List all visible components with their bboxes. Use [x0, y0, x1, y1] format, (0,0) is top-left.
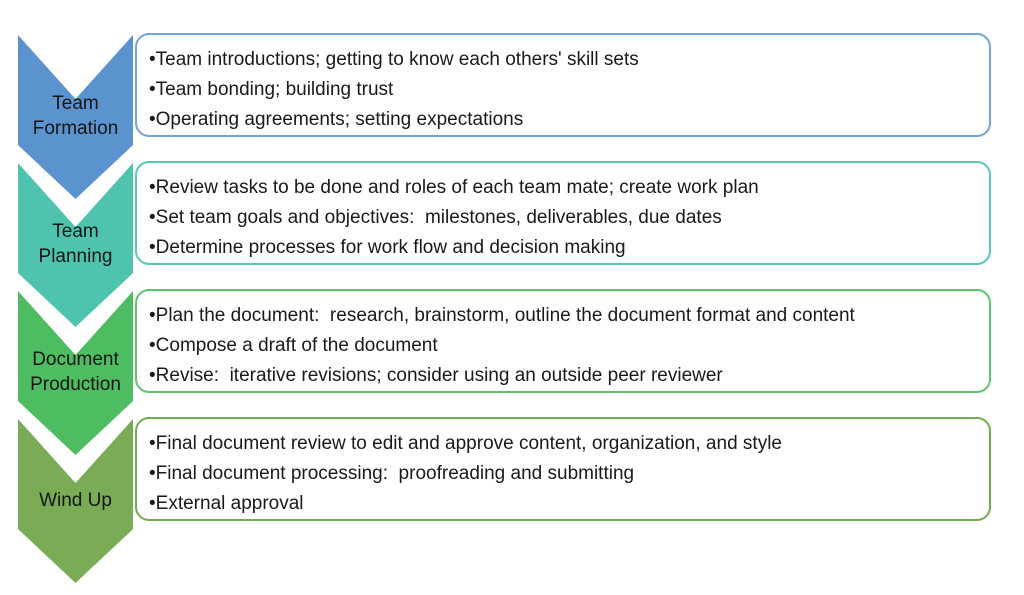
label-document-production — [18, 347, 133, 397]
content-box-wind-up — [135, 417, 991, 521]
content-box-team-formation — [135, 33, 991, 137]
bullet-item — [149, 173, 981, 203]
bullet-text: Review tasks to be done and roles of each team mate; create work plan — [155, 177, 759, 198]
bullet-marker: • — [149, 433, 156, 454]
bullet-marker: • — [149, 49, 156, 70]
label-line: Team — [52, 93, 99, 114]
label-team-planning — [18, 219, 133, 269]
label-team-formation — [18, 91, 133, 141]
bullet-text: Final document processing: proofreading and submitting — [155, 463, 635, 484]
bullet-item — [149, 301, 981, 331]
label-line: Wind Up — [39, 489, 112, 511]
label-line: Document — [32, 349, 119, 370]
bullet-item — [149, 233, 981, 263]
bullet-text: External approval — [155, 493, 304, 514]
bullet-marker: • — [149, 237, 156, 258]
bullet-text: Team bonding; building trust — [155, 79, 394, 100]
bullet-item — [149, 361, 981, 391]
bullet-item — [149, 331, 981, 361]
bullet-text: Plan the document: research, brainstorm, outline the document format and content — [155, 305, 855, 326]
bullet-text: Determine processes for work flow and decision making — [155, 237, 626, 258]
bullet-item — [149, 75, 981, 105]
bullet-item — [149, 203, 981, 233]
bullet-marker: • — [149, 177, 156, 198]
bullet-text: Set team goals and objectives: milestones, deliverables, due dates — [155, 207, 722, 228]
bullet-marker: • — [149, 493, 156, 514]
bullet-text: Team introductions; getting to know each others' skill sets — [155, 49, 639, 70]
label-line: Formation — [32, 118, 119, 139]
bullet-marker: • — [149, 207, 156, 228]
bullet-item — [149, 105, 981, 135]
bullet-text: Compose a draft of the document — [155, 335, 438, 356]
bullet-item — [149, 45, 981, 75]
bullet-item — [149, 459, 981, 489]
content-box-team-planning — [135, 161, 991, 265]
label-line: Planning — [38, 246, 113, 267]
bullet-text: Operating agreements; setting expectations — [155, 109, 524, 130]
label-line: Production — [30, 374, 121, 395]
content-box-document-production — [135, 289, 991, 393]
bullet-item — [149, 429, 981, 459]
bullet-marker: • — [149, 305, 156, 326]
bullet-text: Revise: iterative revisions; consider using an outside peer reviewer — [155, 365, 723, 386]
bullet-text: Final document review to edit and approve content, organization, and style — [155, 433, 782, 454]
bullet-marker: • — [149, 109, 156, 130]
bullet-marker: • — [149, 463, 156, 484]
bullet-marker: • — [149, 79, 156, 100]
bullet-item — [149, 489, 981, 519]
bullet-marker: • — [149, 365, 156, 386]
label-wind-up — [18, 475, 133, 525]
label-line: Team — [52, 221, 99, 242]
bullet-marker: • — [149, 335, 156, 356]
